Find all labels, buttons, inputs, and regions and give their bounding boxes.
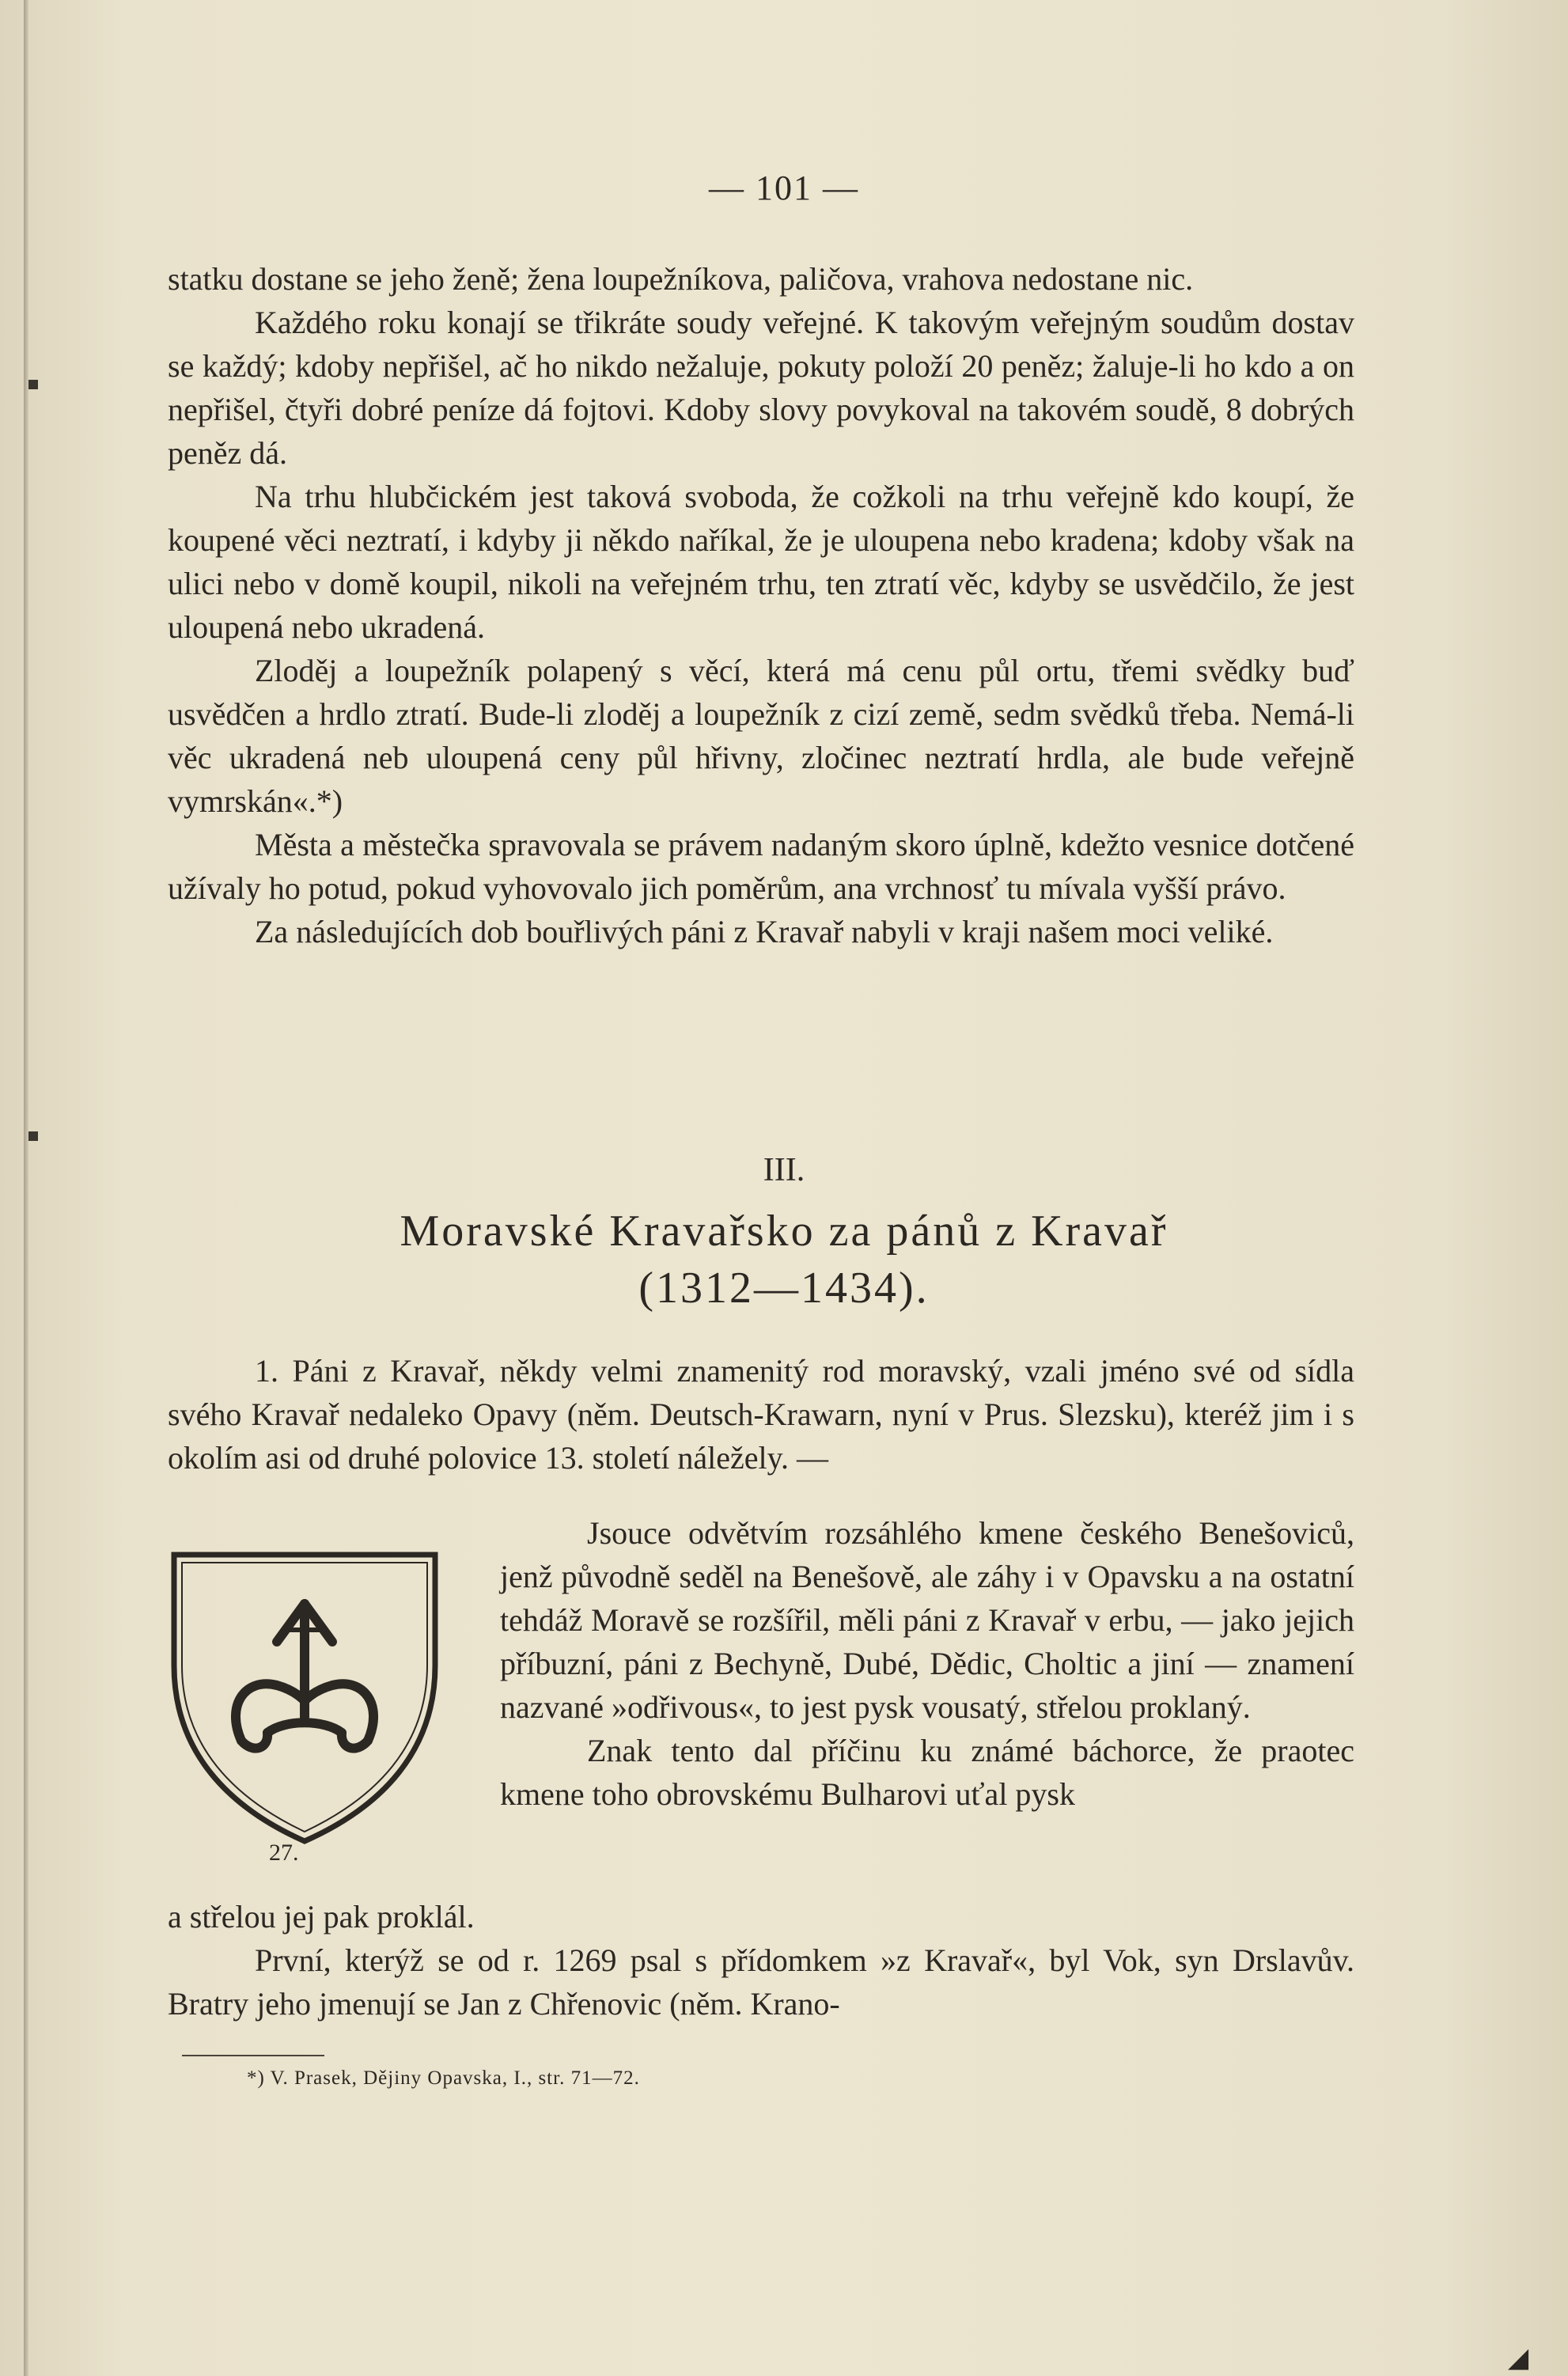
paragraph: První, kterýž se od r. 1269 psal s přídomkem »z Kravař«, byl Vok, syn Drslavův. Bratry jeho jmenují se Jan z Chřenovic (něm. Krano- — [168, 1942, 1354, 2022]
section-intro — [168, 1349, 1354, 1480]
footnote-divider — [182, 2055, 324, 2056]
paragraph: a střelou jej pak proklál. — [168, 1899, 475, 1935]
body-text-bottom — [168, 1895, 1354, 2025]
paragraph: Za následujících dob bouřlivých páni z Kravař nabyli v kraji našem moci veliké. — [255, 914, 1274, 949]
figure-label: 27. — [269, 1840, 299, 1866]
paragraph: Na trhu hlubčickém jest taková svoboda, že cožkoli na trhu veřejně kdo koupí, že koupené věci neztratí, i kdyby ji někdo naříkal, že je uloupena nebo kradena; kdoby však na ulici nebo v domě koupil, nikoli na veřejném trhu, ten ztratí věc, kdyby se usvědčilo, že jest uloupená nebo ukradená. — [168, 479, 1354, 645]
chapter-title — [0, 1203, 1568, 1317]
wrapped-text — [500, 1511, 1354, 1816]
paragraph: 1. Páni z Kravař, někdy velmi znamenitý rod moravský, vzali jméno své od sídla svého Kravař nedaleko Opavy (něm. Deutsch-Krawarn, nyní v Prus. Slezsku), kteréž jim i s okolím asi od druhé polovice 13. století náležely. — — [168, 1353, 1354, 1476]
paragraph: Jsouce odvětvím rozsáhlého kmene českého Benešoviců, jenž původně seděl na Benešově, ale záhy i v Opavsku a na ostatní tehdáž Moravě se rozšířil, měli páni z Kravař v erbu, — jako jejich příbuzní, páni z Bechyně, Dubé, Dědic, Choltic a jiní — znamení nazvané »odřivous«, to jest pysk vousatý, střelou proklaný. — [500, 1515, 1354, 1725]
page-number: — 101 — — [709, 169, 859, 207]
margin-mark — [28, 1131, 38, 1141]
paragraph: Města a městečka spravovala se právem nadaným skoro úplně, kdežto vesnice dotčené užívaly ho potud, pokud vyhovovalo jich poměrům, ana vrchnosť tu mívala vyšší právo. — [168, 827, 1354, 906]
margin-mark — [28, 380, 38, 389]
odrivous-emblem — [236, 1604, 373, 1749]
corner-mark-icon: ◢ — [1508, 2344, 1529, 2373]
paragraph: statku dostane se jeho ženě; žena loupežníkova, paličova, vrahova nedostane nic. — [168, 261, 1194, 297]
coat-of-arms-illustration — [166, 1547, 443, 1847]
body-text-top — [168, 257, 1354, 953]
paragraph: Znak tento dal příčinu ku známé báchorce, že praotec kmene toho obrovskému Bulharovi uťal pysk — [500, 1733, 1354, 1812]
chapter-title-dates: (1312—1434). — [638, 1264, 930, 1313]
chapter-title-line: Moravské Kravařsko za pánů z Kravař — [400, 1207, 1168, 1256]
chapter-number: III. — [763, 1152, 805, 1188]
paragraph: Zloděj a loupežník polapený s věcí, která má cenu půl ortu, třemi svědky buď usvědčen a hrdlo ztratí. Bude-li zloděj a loupežník z cizí země, sedm svědků třeba. Nemá-li věc ukradená neb uloupená ceny půl hřivny, zločinec neztratí hrdla, ale bude veřejně vymrskán«.*) — [168, 653, 1354, 819]
paragraph: Každého roku konají se třikráte soudy veřejné. K takovým veřejným soudům dostav se každý; kdoby nepřišel, ač ho nikdo nežaluje, pokuty položí 20 peněz; žaluje-li ho kdo a on nepřišel, čtyři dobré peníze dá fojtovi. Kdoby slovy povykoval na takovém soudě, 8 dobrých peněz dá. — [168, 305, 1354, 471]
footnote: *) V. Prasek, Dějiny Opavska, I., str. 71—72. — [247, 2067, 640, 2089]
